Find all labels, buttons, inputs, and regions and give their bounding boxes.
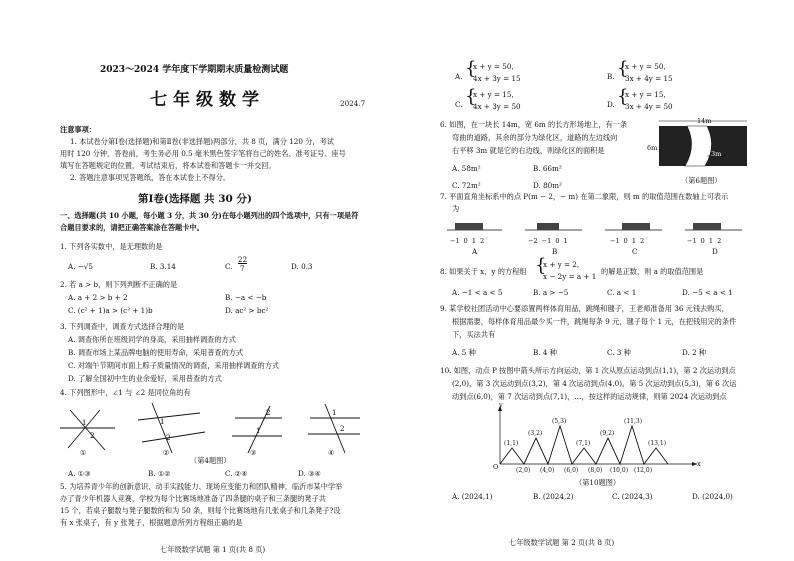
q4-fig1-line <box>68 410 100 448</box>
q7-option-a: A <box>472 247 478 256</box>
q6-width-label: 14m <box>697 117 712 125</box>
brace-icon: { <box>617 58 629 79</box>
q6-option-c: C. 72m² <box>452 181 481 190</box>
q3-option-d: D. 了解全国初中生的业余爱好，采用普查的方式 <box>68 374 222 383</box>
q1-option-c-label: C. <box>225 262 233 271</box>
notice-line: 填写在答题规定的位置，考试结束后，将本试卷和答题卡一并交回。 <box>60 161 276 170</box>
q6-option-b: B. 66m² <box>533 164 562 173</box>
q1-option-b: B. 3.14 <box>150 262 176 271</box>
q9-option-d: D. 2 种 <box>682 348 707 357</box>
q4-fig2-line <box>152 403 172 453</box>
exam-date: 2024.7 <box>340 99 366 108</box>
q3-option-a: A. 调查你所在班级同学的身高，采用抽样调查的方式 <box>68 335 236 344</box>
q5-option-d-eq2: 3x + 4y = 50 <box>625 102 673 111</box>
q5-option-a-eq1: x + y = 50, <box>473 62 514 71</box>
q4-fig-label-4: ④ <box>328 448 335 457</box>
q4-fig2-angle2: 2 <box>166 434 171 442</box>
q4-fig1-angle2: 2 <box>90 432 95 440</box>
q10-top-label: (11,3) <box>624 418 643 425</box>
q1-option-a: A. −√5 <box>68 262 93 271</box>
q10-bottom-label: (10,0) <box>610 467 629 474</box>
q10-bottom-label: (12,0) <box>634 467 653 474</box>
q7-d-range <box>693 223 721 230</box>
q9-option-c: C. 3 种 <box>607 348 631 357</box>
q5-stem-line: 有 x 张桌子，有 y 张凳子，根据题意所列方程组正确的是 <box>60 518 243 527</box>
q10-option-c: C. (2024,3) <box>612 492 653 501</box>
q5-option-c-eq2: 4x + 3y = 50 <box>473 102 521 111</box>
q9-stem-line: 9. 某学校社团活动中心要添置两样体育用品，跳绳和毽子，王老师准备用 36 元钱去购买， <box>440 304 729 313</box>
q4-fig4-angle1: 1 <box>332 409 337 417</box>
q4-fig-label-3: ③ <box>250 448 257 457</box>
q4-option-a: A. ①③ <box>68 469 91 478</box>
q5-option-b-label: B. <box>607 72 615 81</box>
q10-bottom-label: (6,0) <box>564 467 579 474</box>
q7-b-ticks: −2 −1 0 1 <box>528 237 568 245</box>
q5-option-b-eq1: x + y = 50, <box>625 62 666 71</box>
q5-option-c-eq1: x + y = 15, <box>473 90 514 99</box>
q3-option-b: B. 调查市场上某品牌电脑的使用寿命，采用普查的方式 <box>68 348 244 357</box>
q7-a-ticks: −1 0 1 2 <box>450 237 485 245</box>
q4-fig3-angle1: 1 <box>256 427 261 435</box>
q6-stem-line: 右平移 3m 就是它的右边线，则绿化区的面积是 <box>452 146 605 155</box>
brace-icon: { <box>465 58 477 79</box>
q1-stem: 1. 下列各实数中，是无理数的是 <box>60 242 163 251</box>
section-desc: 一、选择题(共 10 小题，每小题 3 分，共 30 分)在每小题列出的四个选项中，只有一项是符 <box>60 211 359 220</box>
q8-option-a: A. −1 < a < 5 <box>452 288 503 297</box>
footer-left: 七年级数学试题 第 1 页(共 8 页) <box>160 545 266 554</box>
q7-option-d: D <box>712 247 718 256</box>
q7-option-b: B <box>552 247 558 256</box>
q8-option-c: C. a < 1 <box>607 288 637 297</box>
q4-stem: 4. 下列图形中，∠1 与 ∠2 是同位角的有 <box>60 388 191 397</box>
q8-option-d: D. −5 < a < 1 <box>682 288 733 297</box>
q1-option-c-numerator: 22 <box>238 255 248 264</box>
page-right <box>397 0 794 561</box>
q7-c-ticks: −1 0 1 2 <box>610 237 645 245</box>
q6-stem-line: 弯曲的道路，其余的部分为绿化区，道路的左边线向 <box>452 133 618 142</box>
q6-option-a: A. 58m² <box>452 164 481 173</box>
q4-fig2-angle1: 1 <box>160 418 165 426</box>
q4-fig3-angle2: 2 <box>266 409 271 417</box>
q7-stem-line: 7. 平面直角坐标系中的点 P(m − 2，− m) 在第二象限，则 m 的取值范围在数轴上可表示 <box>440 192 729 201</box>
q10-top-label: (13,1) <box>648 440 667 447</box>
q1-option-d: D. 0.3 <box>291 262 313 271</box>
q4-fig4-angle2: 2 <box>340 425 345 433</box>
q5-stem-line: 15 个，若桌子腿数与凳子腿数的和为 50 条，则每个比赛场地有几张桌子和几条凳子?设 <box>60 506 341 515</box>
footer-right: 七年级数学试题 第 2 页(共 8 页) <box>509 538 615 547</box>
q4-fig-label-1: ① <box>80 448 87 457</box>
q6-height-label: 6m <box>647 144 658 152</box>
q5-option-a-eq2: 4x + 3y = 15 <box>473 74 521 83</box>
q9-stem-line: 根据需要，每样体育用品最少买一件，跳绳每条 9 元，毽子每个 1 元，在把钱用完的条件 <box>452 317 737 326</box>
q10-top-label: (3,2) <box>528 430 543 437</box>
q9-option-b: B. 4 种 <box>533 348 557 357</box>
brace-icon: { <box>535 255 547 276</box>
brace-icon: { <box>617 86 629 107</box>
q4-fig2-line <box>142 432 205 442</box>
q10-stem-line: 10. 如图，动点 P 按图中箭头所示方向运动，第 1 次从原点运动到点(1,1)，第 2 次运动到点 <box>440 366 736 375</box>
q2-option-c: C. (c² + 1)a > (c² + 1)b <box>68 306 153 315</box>
q1-option-c-denominator: 7 <box>240 264 245 273</box>
q10-y-label: y <box>499 401 503 409</box>
q10-bottom-label: (8,0) <box>588 467 603 474</box>
q10-option-b: B. (2024,2) <box>533 492 574 501</box>
q2-option-d: D. ac² > bc² <box>225 306 269 315</box>
q4-option-b: B. ①② <box>148 469 171 478</box>
notice-line: 1. 本试卷分第Ⅰ卷(选择题)和第Ⅱ卷(非选择题)两部分，共 8 页，满分 120 分，考试 <box>70 137 334 146</box>
notice-heading: 注意事项： <box>60 125 96 134</box>
q10-top-label: (7,1) <box>576 440 591 447</box>
q2-option-b: B. −a < −b <box>225 293 267 302</box>
q4-figures <box>60 398 370 456</box>
q6-stem-line: 6. 如图，在一块长 14m，宽 6m 的长方形场地上，有一条 <box>440 120 628 129</box>
q4-fig1-line <box>70 410 105 450</box>
q9-option-a: A. 5 种 <box>452 348 476 357</box>
q7-stem-line: 为 <box>452 204 460 213</box>
q2-option-a: A. a + 2 > b + 2 <box>68 293 128 302</box>
q10-stem-line: 动到点(6,0)，第 7 次运动到点(7,1)，…，按这样的运动规律，则第 2024 次运动到点 <box>452 392 727 401</box>
q10-top-label: (9,2) <box>600 430 615 437</box>
q10-bottom-label: (2,0) <box>516 467 531 474</box>
q4-fig-label-2: ② <box>163 448 170 457</box>
q5-option-a-label: A. <box>455 72 463 81</box>
exam-title: 2023～2024 学年度下学期期末质量检测试题 <box>100 65 289 75</box>
q10-origin: O <box>493 463 499 471</box>
q6-road-label: 3m <box>711 150 722 158</box>
q4-caption: （第4题图） <box>190 456 231 465</box>
q8-eq1: x + y = 2, <box>543 260 580 269</box>
q10-x-label: x <box>697 460 701 468</box>
q10-caption: （第10题图） <box>575 478 621 487</box>
section-desc: 合题目要求的，请把正确答案涂在答题卡中。 <box>60 223 204 232</box>
q6-option-d: D. 80m² <box>533 181 562 190</box>
q10-bottom-label: (4,0) <box>540 467 555 474</box>
q4-fig2-line <box>138 413 200 420</box>
q10-top-label: (5,3) <box>552 418 567 425</box>
exam-subject: 七年级数学 <box>150 90 265 110</box>
q10-stem-line: (2,0)，第 3 次运动到点(3,2)，第 4 次运动到点(4,0)，第 5 次运动到点(5,3)，第 6 次运 <box>452 379 737 388</box>
q10-option-d: D. (2024,0) <box>692 492 733 501</box>
q4-option-c: C. ②④ <box>225 469 248 478</box>
q10-option-a: A. (2024,1) <box>452 492 493 501</box>
q8-eq2: x − 2y = a + 1 <box>543 272 597 281</box>
q5-stem-line: 5. 为培养青少年的创新意识、动手实践能力、现场应变能力和团队精神，临沂市某中学举 <box>60 482 343 491</box>
q5-option-d-eq1: x + y = 15, <box>625 90 666 99</box>
q5-option-c-label: C. <box>455 100 463 109</box>
q4-fig1-angle1: 1 <box>82 419 87 427</box>
q7-d-ticks: −1 0 1 2 <box>687 237 722 245</box>
q5-stem-line: 办了青少年机器人竞赛，学校为每个比赛场地准备了四条腿的桌子和三条腿的凳子共 <box>60 494 326 503</box>
q7-a-range <box>455 223 483 230</box>
q8-stem-post: 的解是正数，则 a 的取值范围是 <box>601 267 704 276</box>
brace-icon: { <box>465 86 477 107</box>
q8-option-b: B. a > −5 <box>533 288 569 297</box>
q3-option-c: C. 对端午节期间市面上粽子质量情况的调查，采用抽样调查的方式 <box>68 361 280 370</box>
q2-stem: 2. 若 a > b，则下列判断不正确的是 <box>60 280 178 289</box>
q3-stem: 3. 下列调查中，调查方式选择合理的是 <box>60 322 185 331</box>
notice-line: 用时 120 分钟，答卷前，考生务必用 0.5 毫米黑色签字笔将自己的姓名、准考证号、座号 <box>60 149 346 158</box>
q5-option-b-eq2: 3x + 4y = 15 <box>625 74 673 83</box>
q7-c-range <box>622 223 650 230</box>
q6-caption: （第6题图） <box>681 176 722 185</box>
section-title: 第Ⅰ卷(选择题 共 30 分) <box>138 193 252 205</box>
notice-line: 2. 答题注意事项见答题纸，答在本试卷上不得分。 <box>70 173 231 182</box>
q9-stem-line: 下，买法共有 <box>452 330 496 339</box>
q8-stem-pre: 8. 如果关于 x，y 的方程组 <box>440 267 527 276</box>
q7-option-c: C <box>632 247 638 256</box>
q4-option-d: D. ③④ <box>298 469 321 478</box>
q10-top-label: (1,1) <box>504 440 519 447</box>
q7-b-range <box>537 223 559 230</box>
q5-option-d-label: D. <box>607 100 615 109</box>
